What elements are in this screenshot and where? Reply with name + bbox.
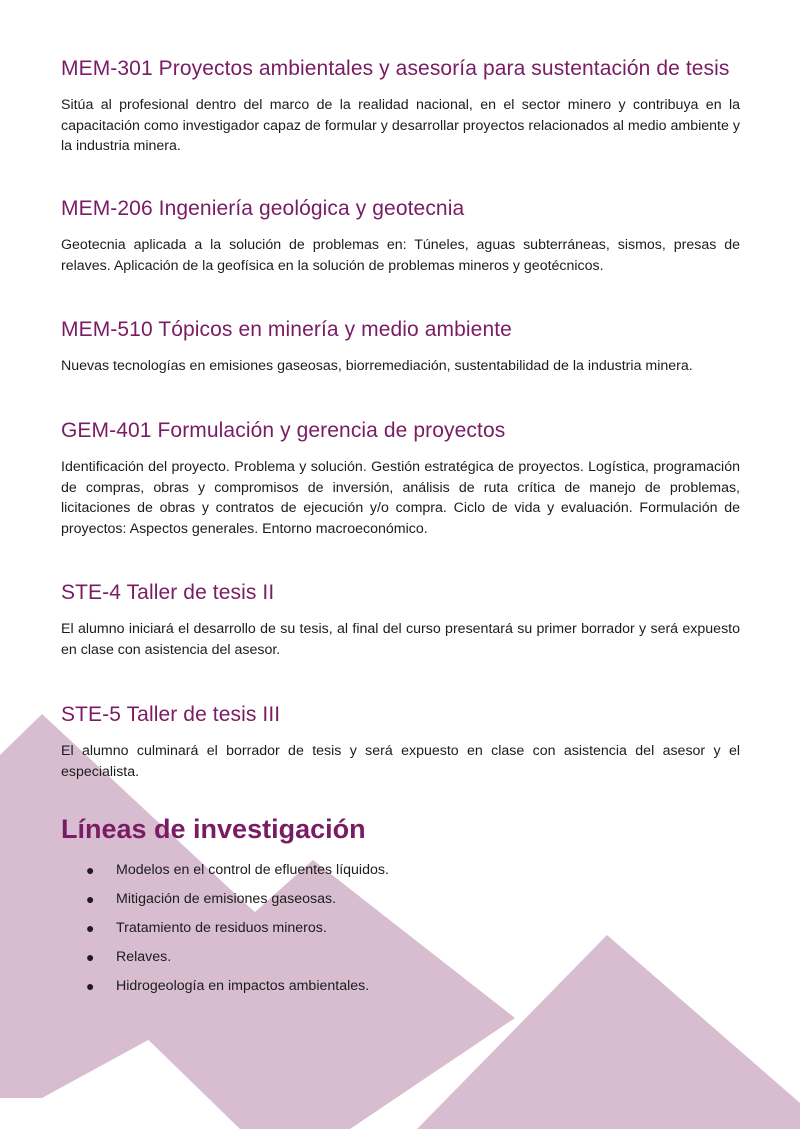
course-title: MEM-510 Tópicos en minería y medio ambiente (61, 318, 512, 341)
bullet-icon: ● (86, 977, 95, 994)
course-title: STE-4 Taller de tesis II (61, 581, 275, 604)
list-item (86, 971, 389, 1000)
bullet-icon: ● (86, 890, 95, 907)
research-lines-list (86, 855, 389, 1000)
course-ste-4 (61, 580, 740, 660)
list-item (86, 884, 389, 913)
list-item-text: Mitigación de emisiones gaseosas. (116, 890, 337, 907)
research-lines-heading: Líneas de investigación (61, 814, 366, 844)
course-mem-206 (61, 196, 740, 276)
course-description: El alumno iniciará el desarrollo de su tesis, al final del curso presentará su primer borrador y será expuesto en clase con asistencia del asesor. (61, 621, 740, 658)
list-item (86, 942, 389, 971)
bullet-icon: ● (86, 919, 95, 936)
list-item (86, 855, 389, 884)
course-title: STE-5 Taller de tesis III (61, 703, 281, 726)
course-gem-401 (61, 418, 740, 539)
course-mem-301 (61, 56, 740, 157)
course-description: El alumno culminará el borrador de tesis y será expuesto en clase con asistencia del asesor y el especialista. (61, 743, 740, 780)
bullet-icon: ● (86, 861, 95, 878)
course-description: Geotecnia aplicada a la solución de problemas en: Túneles, aguas subterráneas, sismos, presas de relaves. Aplicación de la geofísica en la solución de problemas mineros y geotécnicos. (61, 237, 740, 274)
bullet-icon: ● (86, 948, 95, 965)
course-title: MEM-206 Ingeniería geológica y geotecnia (61, 197, 465, 220)
course-title: MEM-301 Proyectos ambientales y asesoría para sustentación de tesis (61, 57, 730, 80)
course-description: Identificación del proyecto. Problema y solución. Gestión estratégica de proyectos. Logística, programación de compras, obras y compromisos de inversión, análisis de ruta crítica de manejo de problemas, licitaciones de obras y contratos de ejecución y/o compra. Ciclo de vida y evaluación. Formulación de proyectos: Aspectos generales. Entorno macroeconómico. (61, 459, 740, 537)
course-mem-510 (61, 317, 740, 377)
course-ste-5 (61, 702, 740, 782)
course-description: Sitúa al profesional dentro del marco de la realidad nacional, en el sector minero y contribuya en la capacitación como investigador capaz de formular y desarrollar proyectos relacionados al medio ambiente y la industria minera. (61, 97, 740, 154)
list-item-text: Hidrogeología en impactos ambientales. (116, 977, 370, 994)
list-item-text: Modelos en el control de efluentes líquidos. (116, 861, 389, 878)
list-item (86, 913, 389, 942)
course-description: Nuevas tecnologías en emisiones gaseosas, biorremediación, sustentabilidad de la industria minera. (61, 358, 693, 374)
list-item-text: Relaves. (116, 948, 172, 965)
course-title: GEM-401 Formulación y gerencia de proyectos (61, 419, 506, 442)
list-item-text: Tratamiento de residuos mineros. (116, 919, 327, 936)
